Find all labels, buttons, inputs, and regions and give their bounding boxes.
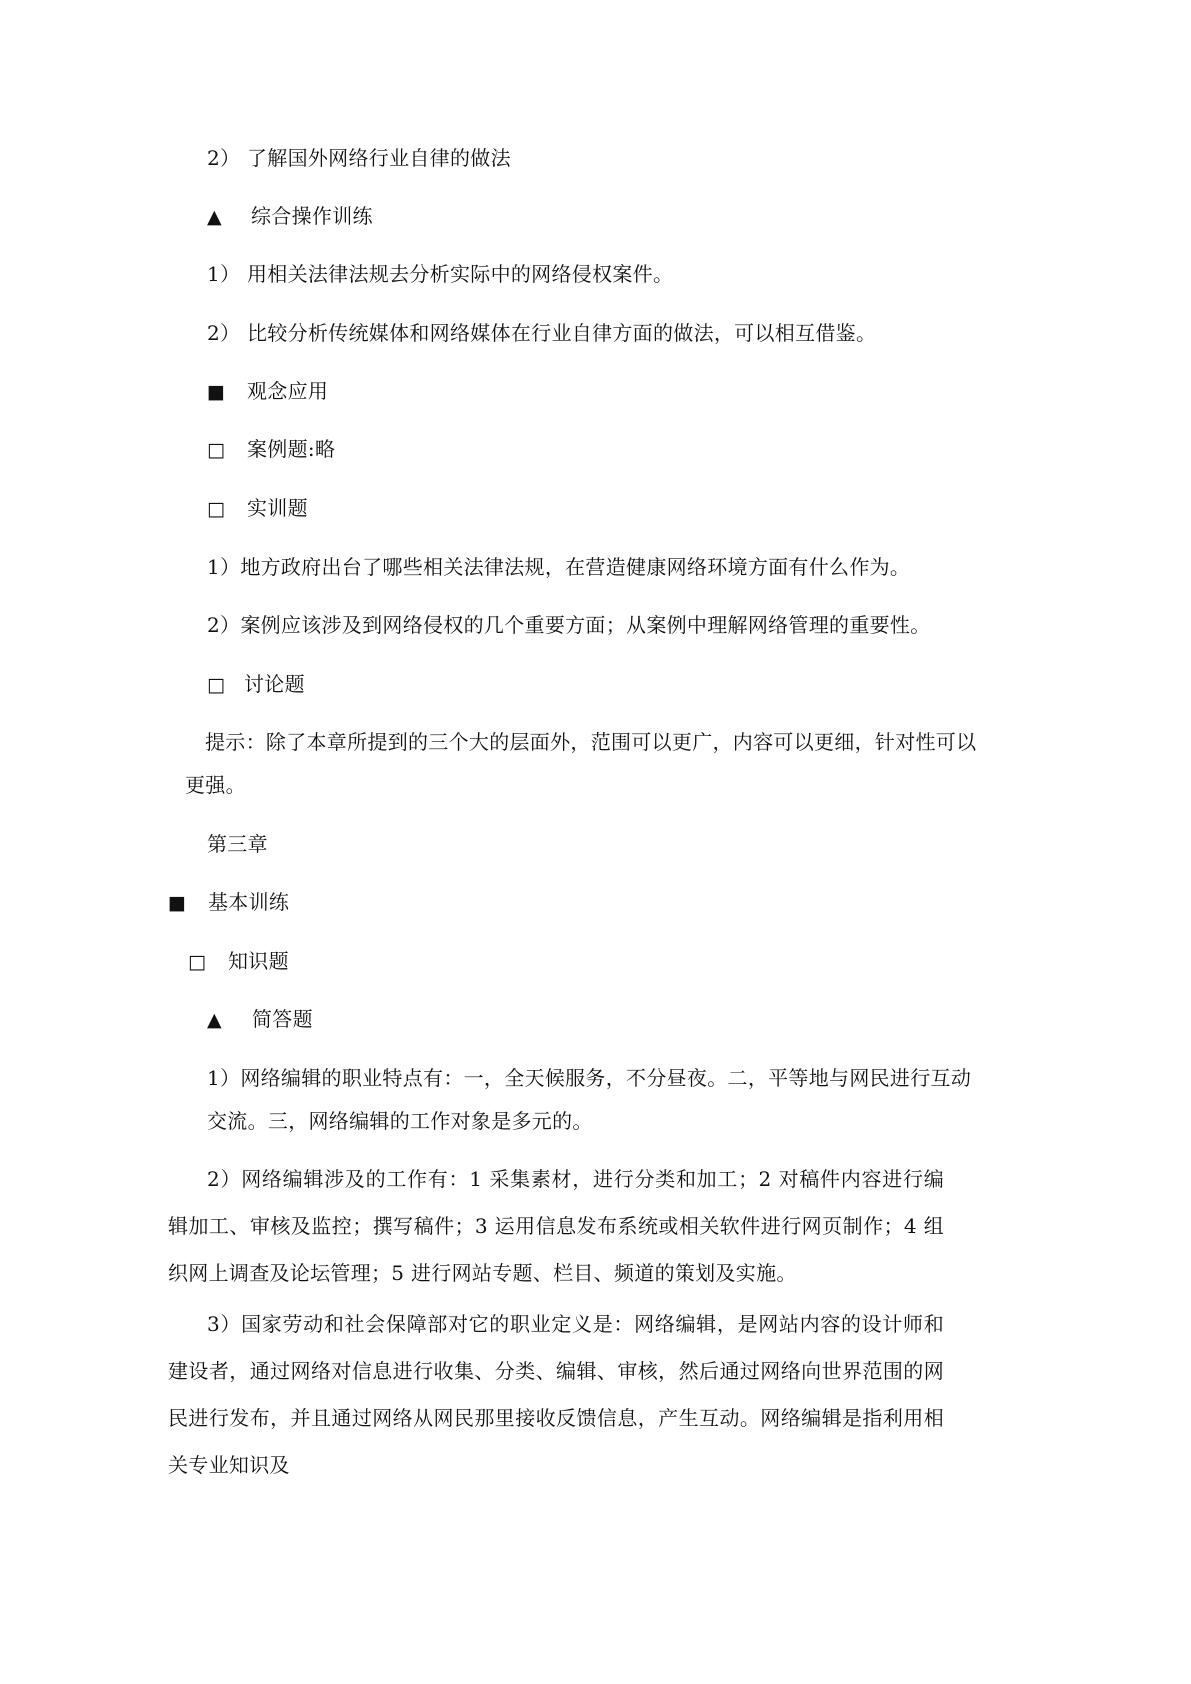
- text-line: [168, 890, 289, 915]
- heading-text: 实训题: [247, 496, 308, 520]
- heading-text: 简答题: [252, 1007, 313, 1031]
- square-outline-bullet-icon: □: [207, 674, 226, 696]
- heading-text: 观念应用: [247, 379, 329, 403]
- square-filled-bullet-icon: ■: [207, 381, 226, 403]
- heading-text: 基本训练: [208, 890, 290, 914]
- text-line: [207, 437, 335, 462]
- text-line: 2） 了解国外网络行业自律的做法: [207, 146, 511, 170]
- square-outline-bullet-icon: □: [207, 439, 226, 461]
- square-filled-bullet-icon: ■: [168, 892, 187, 914]
- text-line: [188, 949, 289, 974]
- heading-text: 综合操作训练: [251, 204, 373, 228]
- paragraph: 3）国家劳动和社会保障部对它的职业定义是：网络编辑，是网站内容的设计师和建设者，通过网络对信息进行收集、分类、编辑、审核，然后通过网络向世界范围的网民进行发布，并且通过网络从网民那里接收反馈信息，产生互动。网络编辑是指利用相关专业知识及: [168, 1312, 944, 1477]
- text-line: [207, 1007, 313, 1032]
- heading-text: 案例题:略: [247, 437, 336, 461]
- text-line: 2）案例应该涉及到网络侵权的几个重要方面；从案例中理解网络管理的重要性。: [207, 613, 931, 637]
- text-line: 提示：除了本章所提到的三个大的层面外，范围可以更广，内容可以更细，针对性可以: [205, 730, 977, 754]
- text-line: 2） 比较分析传统媒体和网络媒体在行业自律方面的做法，可以相互借鉴。: [207, 321, 877, 345]
- text-line: [207, 379, 328, 404]
- text-line: 更强。: [185, 773, 246, 797]
- triangle-bullet-icon: ▲: [207, 206, 222, 228]
- heading-text: 知识题: [228, 949, 289, 973]
- heading-text: 讨论题: [244, 672, 305, 696]
- text-line: 1）地方政府出台了哪些相关法律法规，在营造健康网络环境方面有什么作为。: [207, 555, 911, 579]
- text-line: 1） 用相关法律法规去分析实际中的网络侵权案件。: [207, 262, 674, 286]
- chapter-title: 第三章: [207, 832, 268, 856]
- paragraph: 2）网络编辑涉及的工作有：1 采集素材，进行分类和加工；2 对稿件内容进行编辑加工、审核及监控；撰写稿件；3 运用信息发布系统或相关软件进行网页制作；4 组织网上调查及论坛管理；5 进行网站专题、栏目、频道的策划及实施。: [168, 1167, 944, 1285]
- text-line: [207, 496, 308, 521]
- text-line: [207, 672, 305, 697]
- square-outline-bullet-icon: □: [188, 951, 207, 973]
- paragraph-line: 1）网络编辑的职业特点有：一，全天候服务，不分昼夜。二，平等地与网民进行互动: [207, 1066, 972, 1090]
- square-outline-bullet-icon: □: [207, 498, 226, 520]
- text-line: [207, 204, 373, 229]
- triangle-bullet-icon: ▲: [207, 1009, 222, 1031]
- paragraph-line: 交流。三，网络编辑的工作对象是多元的。: [207, 1109, 593, 1133]
